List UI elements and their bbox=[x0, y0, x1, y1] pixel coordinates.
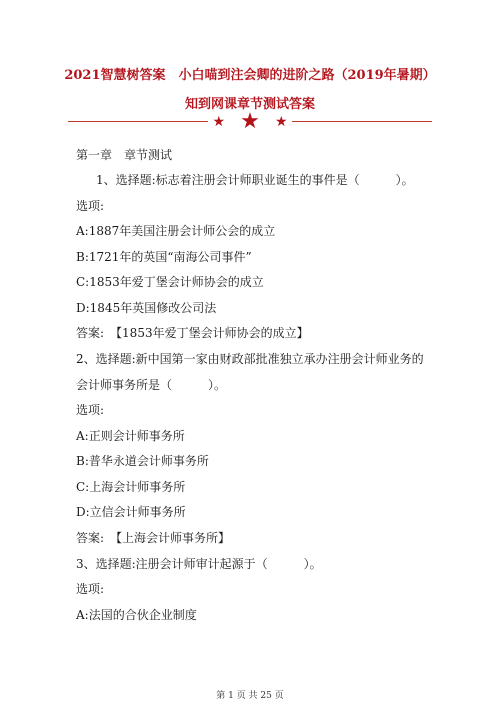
question-2: 2、选择题:新中国第一家由财政部批准独立承办注册会计师业务的 bbox=[76, 352, 424, 366]
options-label: 选项: bbox=[76, 403, 105, 417]
question-2-continued: 会计师事务所是（ ）。 bbox=[76, 378, 227, 392]
document-subtitle: 知到网课章节测试答案 bbox=[184, 97, 315, 112]
option-a: A:1887年美国注册会计师公会的成立 bbox=[76, 224, 276, 238]
option-c: C:1853年爱丁堡会计师协会的成立 bbox=[76, 275, 264, 289]
chapter-heading: 第一章 章节测试 bbox=[76, 148, 173, 162]
answer: 答案: 【上海会计师事务所】 bbox=[76, 531, 231, 545]
star-decoration bbox=[0, 108, 500, 134]
star-icon: ★ bbox=[274, 113, 288, 130]
question-1: 1、选择题:标志着注册会计师职业诞生的事件是（ ）。 bbox=[96, 173, 414, 187]
document-title: 2021智慧树答案 小白喵到注会卿的进阶之路（2019年暑期） bbox=[64, 68, 436, 83]
option-a: A:正则会计师事务所 bbox=[76, 429, 185, 443]
option-c: C:上海会计师事务所 bbox=[76, 480, 186, 494]
option-b: B:1721年的英国“南海公司事件” bbox=[76, 250, 252, 264]
options-label: 选项: bbox=[76, 582, 105, 596]
option-d: D:立信会计师事务所 bbox=[76, 505, 186, 519]
option-a: A:法国的合伙企业制度 bbox=[76, 608, 197, 622]
question-3: 3、选择题:注册会计师审计起源于（ ）。 bbox=[76, 557, 322, 571]
option-d: D:1845年英国修改公司法 bbox=[76, 301, 217, 315]
page-footer: 第 1 页 共 25 页 bbox=[216, 691, 284, 701]
option-b: B:普华永道会计师事务所 bbox=[76, 454, 209, 468]
answer: 答案: 【1853年爱丁堡会计师协会的成立】 bbox=[76, 326, 309, 340]
options-label: 选项: bbox=[76, 199, 105, 213]
star-icon: ★ bbox=[212, 113, 226, 130]
star-icon: ★ bbox=[240, 108, 260, 134]
